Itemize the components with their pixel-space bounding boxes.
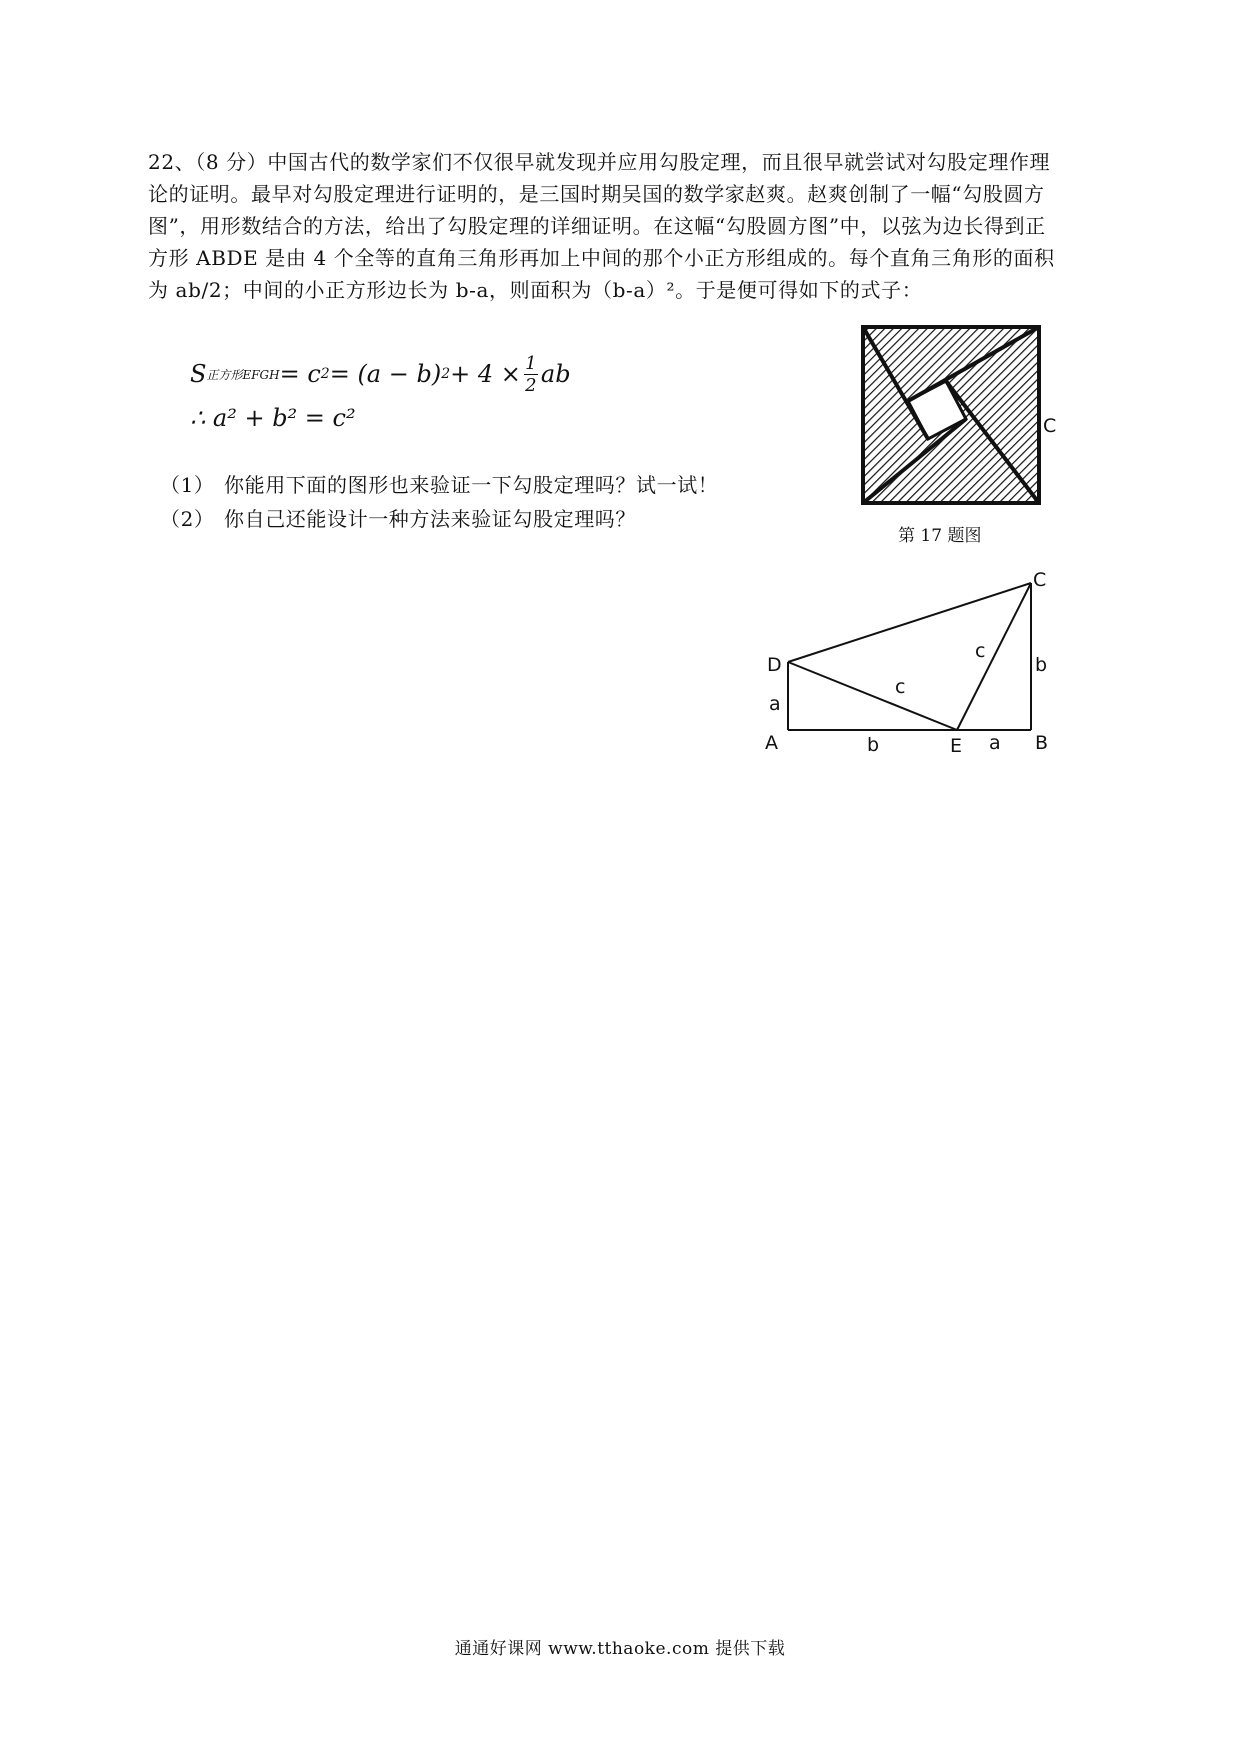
point-label-B: B bbox=[1035, 732, 1049, 754]
problem-line-5: 为 ab/2；中间的小正方形边长为 b-a，则面积为（b-a）²。于是便可得如下的式子： bbox=[148, 278, 923, 302]
point-label-E: E bbox=[950, 735, 963, 757]
figure-caption: 第 17 题图 bbox=[898, 526, 982, 546]
point-label-D: D bbox=[767, 654, 782, 676]
point-label-C: C bbox=[1033, 569, 1047, 591]
question-2: （2） 你自己还能设计一种方法来验证勾股定理吗？ bbox=[160, 507, 636, 531]
edge-EC bbox=[957, 583, 1031, 730]
formula-line-2: ∴ a² + b² = c² bbox=[190, 404, 356, 432]
problem-line-4: 方形 ABDE 是由 4 个全等的直角三角形再加上中间的那个小正方形组成的。每个直角三角形的面积 bbox=[148, 246, 1055, 270]
hypotenuse-square-figure bbox=[850, 320, 1070, 520]
problem-text bbox=[148, 146, 1103, 306]
edge-label-DE: c bbox=[895, 676, 906, 698]
edge-label-AD: a bbox=[769, 693, 781, 715]
question-1: （1） 你能用下面的图形也来验证一下勾股定理吗？试一试！ bbox=[160, 473, 719, 497]
fraction-half: $\frac{1}{2}$ bbox=[525, 352, 537, 396]
point-label-A: A bbox=[765, 732, 778, 754]
edge-DE bbox=[788, 662, 957, 730]
footer-text: 通通好课网 www.tthaoke.com 提供下载 bbox=[454, 1639, 786, 1659]
edge-label-EC: c bbox=[975, 640, 986, 662]
edge-label-BC: b bbox=[1035, 654, 1048, 676]
trapezoid-figure bbox=[755, 565, 1055, 760]
side-label-c: C bbox=[1043, 415, 1057, 437]
problem-line-1: 22、（8 分）中国古代的数学家们不仅很早就发现并应用勾股定理，而且很早就尝试对勾股定理作理 bbox=[148, 150, 1051, 174]
problem-line-2: 论的证明。最早对勾股定理进行证明的，是三国时期吴国的数学家赵爽。赵爽创制了一幅“勾股圆方 bbox=[148, 182, 1045, 206]
edge-label-AE: b bbox=[867, 734, 880, 756]
problem-line-3: 图”，用形数结合的方法，给出了勾股定理的详细证明。在这幅“勾股圆方图”中，以弦为边长得到正 bbox=[148, 214, 1046, 238]
edge-label-EB: a bbox=[989, 732, 1001, 754]
formula-line-1: S 正方形EFGH = c 2 = (a − b) 2 + 4 × $\frac{1}{2}$ ab bbox=[190, 352, 571, 396]
edge-DC bbox=[788, 583, 1031, 662]
formula bbox=[190, 352, 571, 440]
